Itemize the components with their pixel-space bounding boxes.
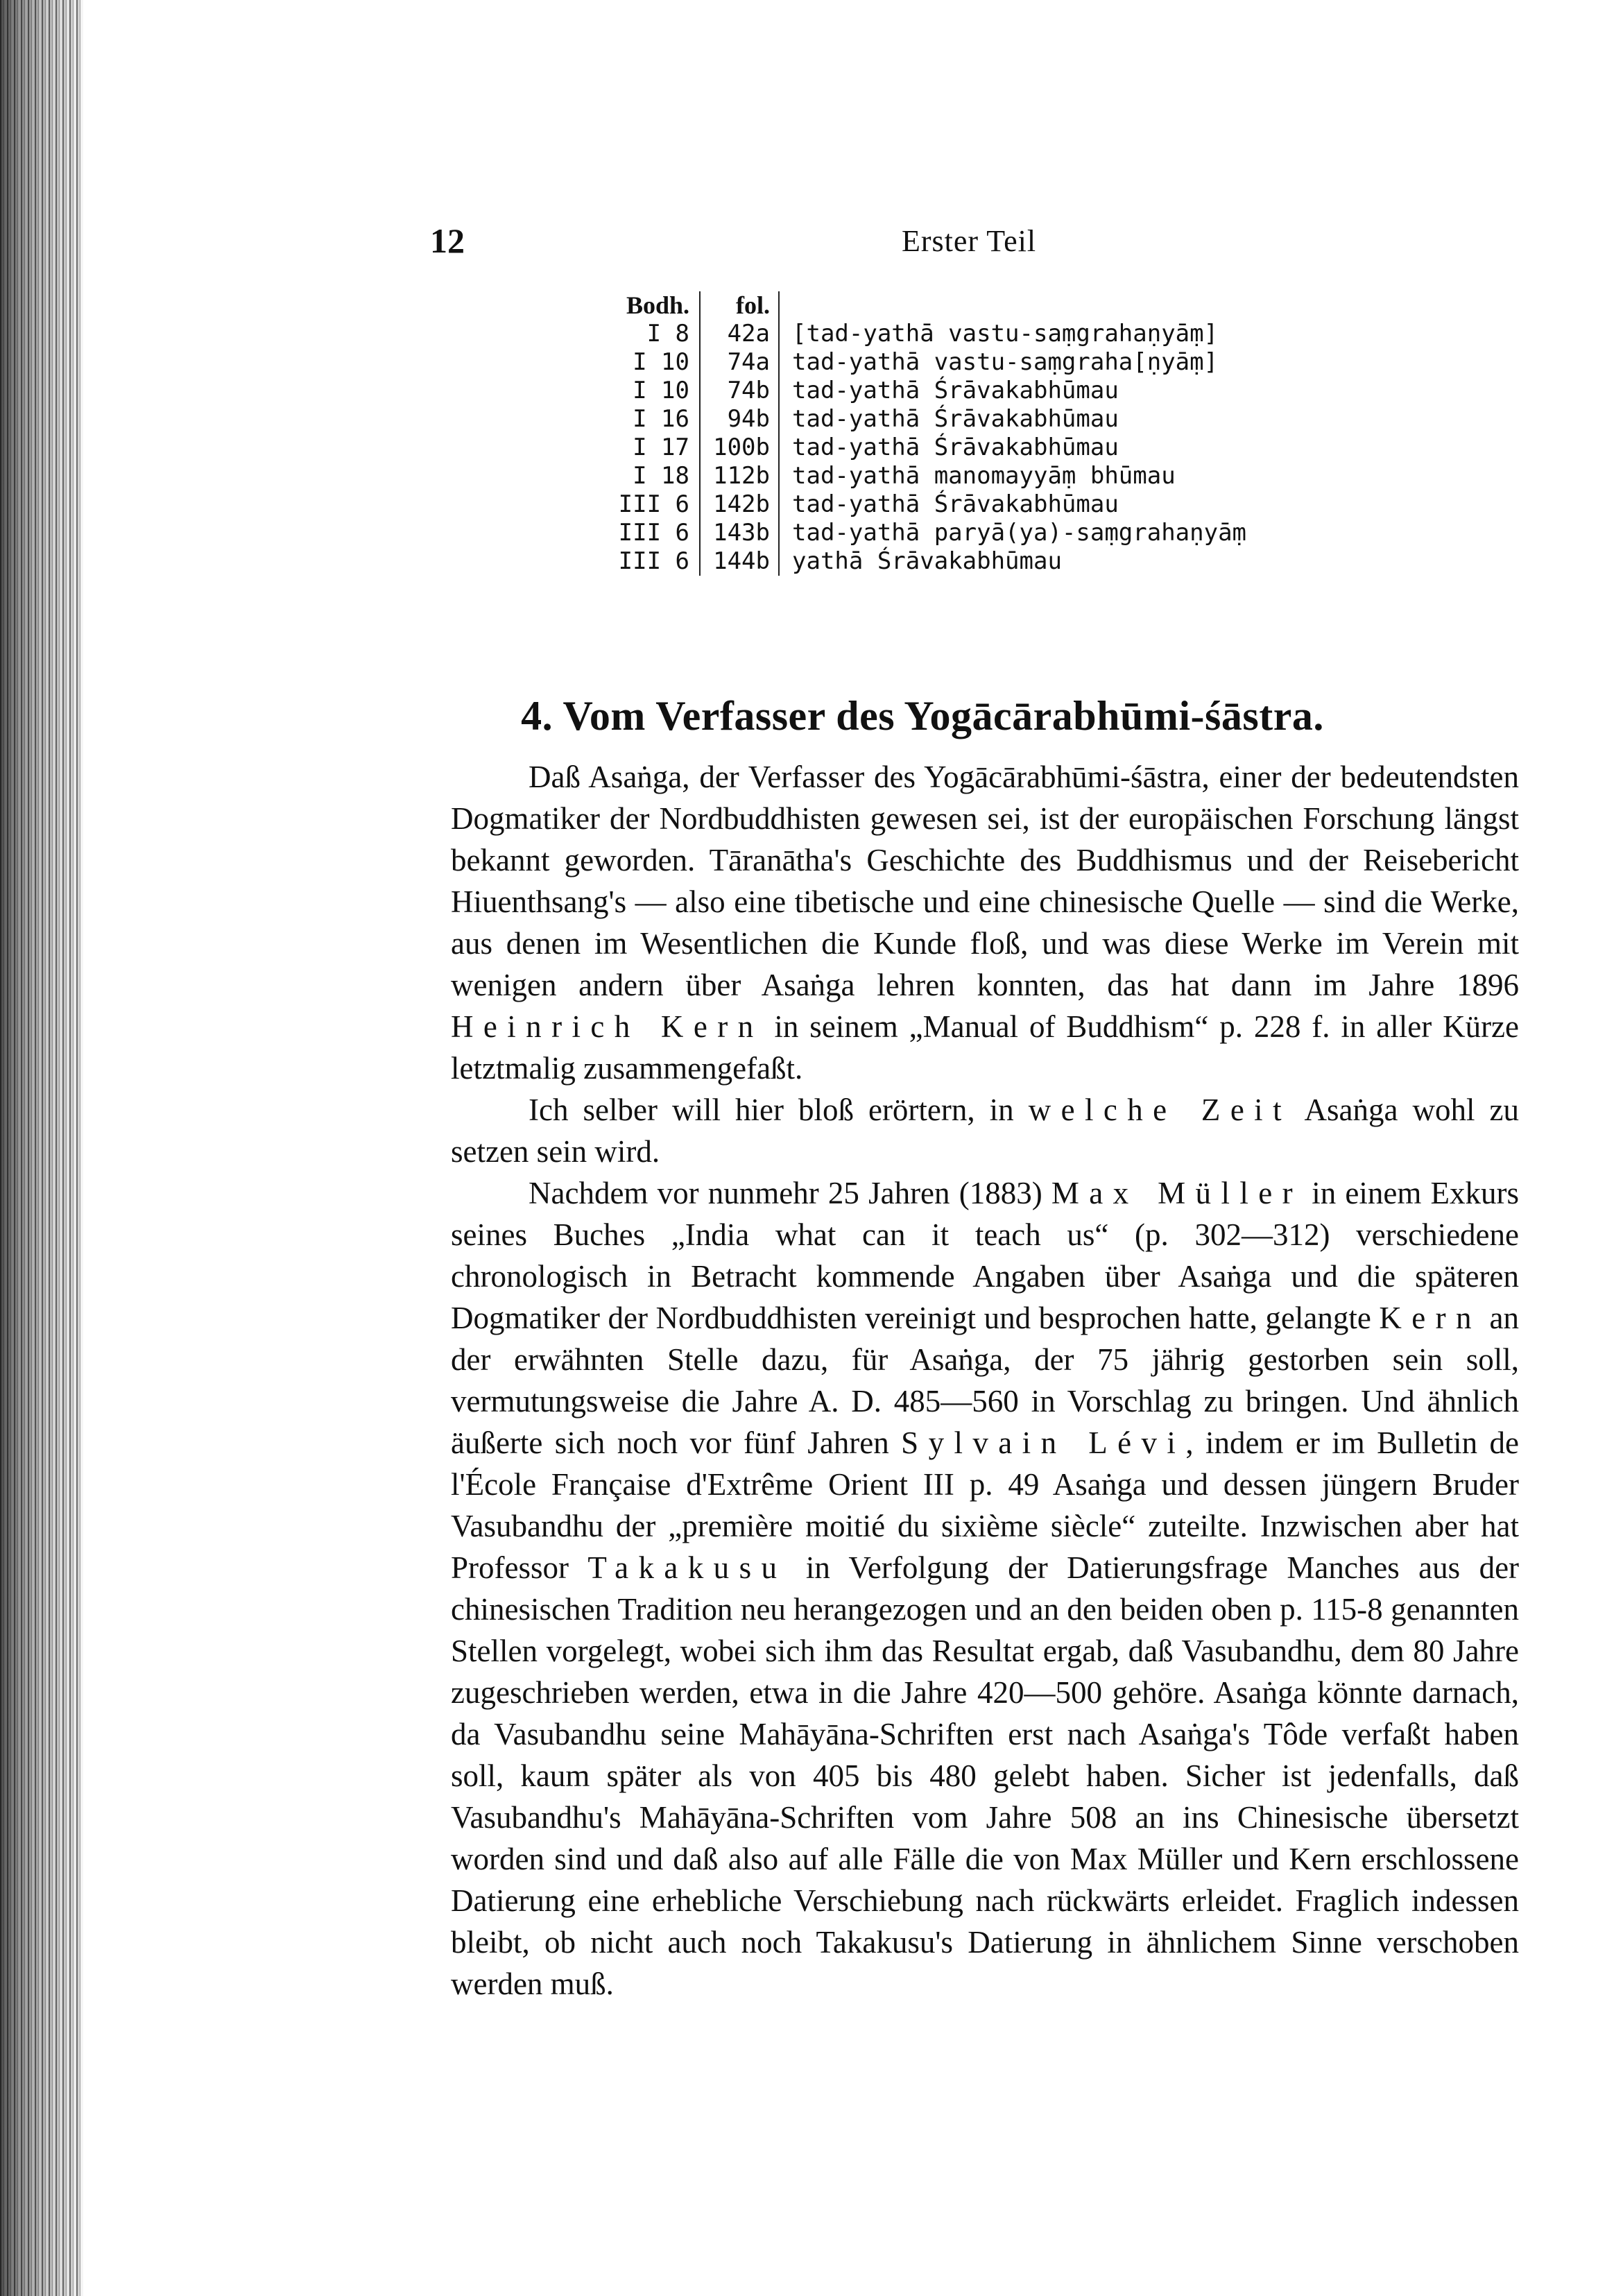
table-cell-text: tad-yathā Śrāvakabhūmau <box>792 377 1119 404</box>
table-cell-fol: 100b <box>700 434 779 462</box>
table-cell-fol: 94b <box>700 405 779 434</box>
author-name-emphasis: Max Müller <box>1051 1176 1303 1210</box>
paragraph-text: Asaṅga wohl zu setzen sein wird. <box>451 1093 1520 1169</box>
table-header-row <box>596 291 1256 320</box>
table-cell-fol: 112b <box>700 462 779 490</box>
table-header-text <box>779 291 1256 320</box>
table-cell-text: tad-yathā paryā(ya)-saṃgrahaṇyāṃ <box>792 519 1247 547</box>
table-cell-text: tad-yathā vastu-saṃgraha[ṇyāṃ] <box>792 348 1219 376</box>
emphasis-text: welche Zeit <box>1028 1093 1291 1127</box>
table-cell-text: yathā Śrāvakabhūmau <box>792 547 1062 575</box>
table-header-fol: fol. <box>700 291 779 320</box>
author-name-emphasis: Kern <box>1379 1301 1482 1335</box>
author-name-emphasis: Heinrich Kern <box>451 1009 764 1044</box>
table-cell-bodh: I 16 <box>596 405 700 434</box>
table-cell-fol: 42a <box>700 320 779 348</box>
table-cell-bodh: I 10 <box>596 377 700 405</box>
table-row <box>596 320 1256 348</box>
table-cell-text: tad-yathā Śrāvakabhūmau <box>792 434 1119 461</box>
paragraph-text: Daß Asaṅga, der Verfasser des Yogācārabhūmi-śāstra, einer der bedeutendsten Dogmatiker der Nordbuddhisten gewesen sei, ist der europäischen Forschung längst bekannt geworden. Tāranātha's Geschichte des Buddhismus und der Reisebericht Hiuenthsang's — also eine tibetische und eine chinesische Quelle — sind die Werke, aus denen im Wesentlichen die Kunde floß, und was diese Werke im Verein mit wenigen andern über Asaṅga lehren konnten, das hat dann im Jahre 1896 <box>451 760 1519 1002</box>
table-cell-bodh: I 8 <box>596 320 700 348</box>
table-cell-bodh: I 17 <box>596 434 700 462</box>
paragraph <box>451 1089 1519 1172</box>
author-name-emphasis: Sylvain Lévi <box>901 1425 1186 1460</box>
paragraph-text: an der erwähnten Stelle dazu, für Asaṅga, der 75 jährig gestorben sein soll, vermutungsweise die Jahre A. D. 485—560 in Vorschlag zu bringen. Und ähnlich äußerte sich noch vor fünf Jahren <box>451 1301 1520 1460</box>
table-cell-bodh: I 18 <box>596 462 700 490</box>
section-heading: 4. Vom Verfasser des Yogācārabhūmi-śāstra. <box>521 693 1324 739</box>
table-cell-bodh: I 10 <box>596 348 700 377</box>
paragraph-text: in Verfolgung der Datierungsfrage Manches aus der chinesischen Tradition neu herangezogen und an den beiden oben p. 115-8 genannten Stellen vorgelegt, wobei sich ihm das Resultat ergab, daß Vasubandhu, dem 80 Jahre zugeschrieben werden, etwa in die Jahre 420—500 gehöre. Asaṅga könnte darnach, da Vasubandhu seine Mahāyāna-Schriften erst nach Asaṅga's Tôde verfaßt haben soll, kaum später als von 405 bis 480 gelebt haben. Sicher ist jedenfalls, daß Vasubandhu's Mahāyāna-Schriften vom Jahre 508 an ins Chinesische übersetzt worden sind und daß also auf alle Fälle die von Max Müller und Kern erschlossene Datierung eine erhebliche Verschiebung nach rückwärts erleidet. Fraglich indessen bleibt, ob nicht auch noch Takakusu's Datierung in ähnlichem Sinne verschoben werden muß. <box>451 1550 1520 2001</box>
table-row <box>596 462 1256 490</box>
table-cell-text: [tad-yathā vastu-saṃgrahaṇyāṃ] <box>792 320 1219 348</box>
table-row <box>596 547 1256 576</box>
author-name-emphasis: Takakusu <box>587 1550 787 1585</box>
running-head: Erster Teil <box>902 224 1037 258</box>
paragraph-text: in seinem „Manual of Buddhism“ p. 228 f. in aller Kürze letztmalig zusammengefaßt. <box>451 1009 1519 1086</box>
table-row <box>596 405 1256 434</box>
paragraph-text: in einem Exkurs seines Buches „India what can it teach us“ (p. 302—312) verschiedene chronologisch in Betracht kommende Angaben über Asaṅga und die späteren Dogmatiker der Nordbuddhisten vereinigt und besprochen hatte, gelangte <box>451 1176 1520 1335</box>
table-cell-fol: 142b <box>700 490 779 519</box>
table-row <box>596 377 1256 405</box>
table-cell-fol: 74a <box>700 348 779 377</box>
table-cell-fol: 144b <box>700 547 779 576</box>
table-row <box>596 490 1256 519</box>
paragraph <box>451 756 1519 1089</box>
table-header-bodh: Bodh. <box>596 291 700 320</box>
page-header <box>430 221 1429 262</box>
page-number: 12 <box>430 221 465 260</box>
table-cell-fol: 74b <box>700 377 779 405</box>
table-row <box>596 519 1256 547</box>
table-cell-bodh: III 6 <box>596 519 700 547</box>
paragraph-text: Nachdem vor nunmehr 25 Jahren (1883) <box>529 1176 1042 1210</box>
table-cell-text: tad-yathā Śrāvakabhūmau <box>792 490 1119 518</box>
paragraph-text: Ich selber will hier bloß erörtern, in <box>529 1093 1014 1127</box>
table-cell-text: tad-yathā Śrāvakabhūmau <box>792 405 1119 433</box>
reference-table <box>596 291 1256 576</box>
table-cell-bodh: III 6 <box>596 490 700 519</box>
table-row <box>596 348 1256 377</box>
table-cell-bodh: III 6 <box>596 547 700 576</box>
page-binding-edge <box>0 0 83 2296</box>
table-cell-text: tad-yathā manomayyāṃ bhūmau <box>792 462 1176 490</box>
body-text <box>451 756 1519 2005</box>
paragraph <box>451 1172 1519 2005</box>
table-row <box>596 434 1256 462</box>
table-cell-fol: 143b <box>700 519 779 547</box>
paragraph-text: , indem er im Bulletin de l'École Française d'Extrême Orient III p. 49 Asaṅga und dessen jüngern Bruder Vasubandhu der „première moitié du sixième siècle“ zuteilte. Inzwischen aber hat Professor <box>451 1425 1519 1585</box>
